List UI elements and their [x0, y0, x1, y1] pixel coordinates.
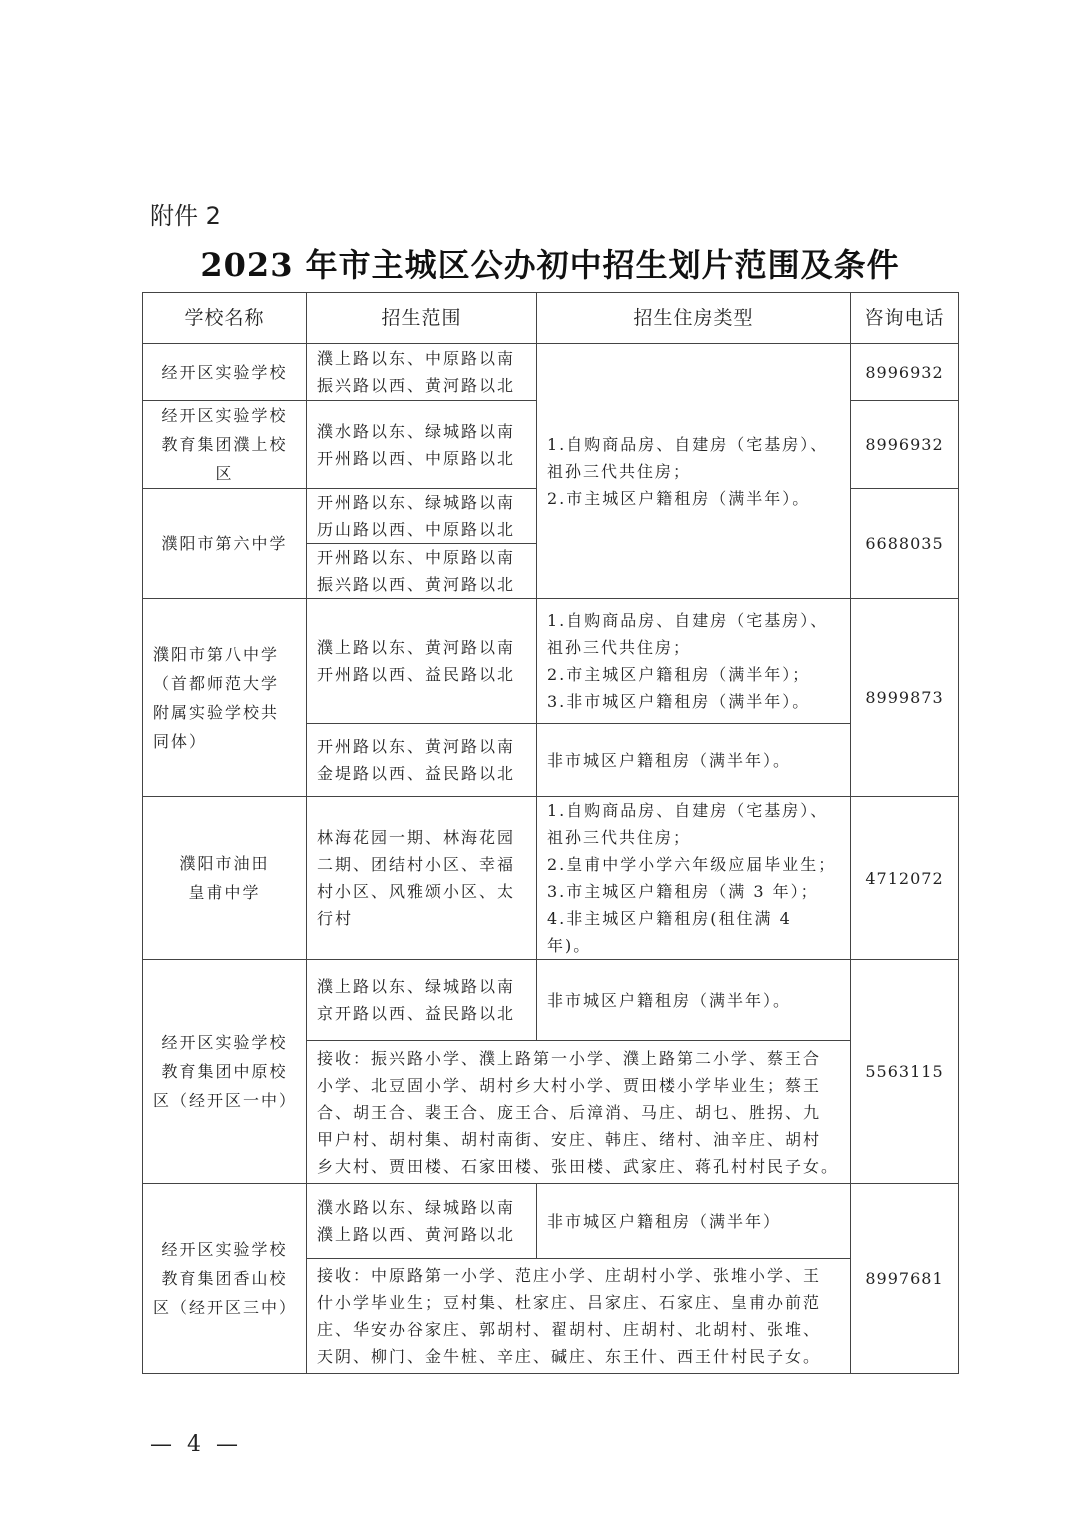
table-header-row — [143, 293, 959, 344]
phone-cell: 8997681 — [851, 1184, 959, 1374]
header-range: 招生范围 — [307, 293, 537, 344]
page-number: — 4 — — [150, 1432, 242, 1457]
housing-type-cell: 非市城区户籍租房（满半年）。 — [537, 724, 851, 797]
table-row — [143, 599, 959, 724]
table-row — [143, 960, 959, 1041]
header-housing-type: 招生住房类型 — [537, 293, 851, 344]
range-cell: 濮水路以东、绿城路以南 濮上路以西、黄河路以北 — [307, 1184, 537, 1259]
header-school-name: 学校名称 — [143, 293, 307, 344]
range-cell: 濮上路以东、中原路以南 振兴路以西、黄河路以北 — [307, 344, 537, 401]
housing-type-cell: 1.自购商品房、自建房（宅基房）、 祖孙三代共住房； 2.市主城区户籍租房（满半年）。 — [537, 344, 851, 599]
school-name: 经开区实验学校 教育集团中原校 区（经开区一中） — [143, 960, 307, 1184]
header-phone: 咨询电话 — [851, 293, 959, 344]
table-row — [143, 1184, 959, 1259]
phone-cell: 8999873 — [851, 599, 959, 797]
table-row — [143, 344, 959, 401]
housing-type-cell: 1.自购商品房、自建房（宅基房）、 祖孙三代共住房； 2.皇甫中学小学六年级应届毕业生； 3.市主城区户籍租房（满 3 年）； 4.非主城区户籍租房(租住满 4 年)。 — [537, 797, 851, 960]
phone-cell: 4712072 — [851, 797, 959, 960]
range-cell: 濮上路以东、绿城路以南 京开路以西、益民路以北 — [307, 960, 537, 1041]
school-name: 濮阳市第八中学 （首都师范大学 附属实验学校共 同体） — [143, 599, 307, 797]
housing-type-cell: 非市城区户籍租房（满半年） — [537, 1184, 851, 1259]
range-cell: 林海花园一期、林海花园 二期、团结村小区、幸福 村小区、风雅颂小区、太 行村 — [307, 797, 537, 960]
phone-cell: 6688035 — [851, 489, 959, 599]
table-row — [143, 797, 959, 960]
school-name: 经开区实验学校 教育集团香山校 区（经开区三中） — [143, 1184, 307, 1374]
school-name: 经开区实验学校 教育集团濮上校区 — [143, 401, 307, 489]
range-cell: 濮水路以东、绿城路以南 开州路以西、中原路以北 — [307, 401, 537, 489]
admission-table — [142, 292, 959, 1374]
accept-list-cell: 接收：振兴路小学、濮上路第一小学、濮上路第二小学、蔡王合 小学、北豆固小学、胡村乡大村小学、贾田楼小学毕业生；蔡王 合、胡王合、裴王合、庞王合、后漳消、马庄、胡乜、胜拐、九 甲户村、胡村集、胡村南街、安庄、韩庄、绪村、油辛庄、胡村 乡大村、贾田楼、石家田楼、张田楼、武家庄、蒋孔村村民子女。 — [307, 1041, 851, 1184]
housing-type-cell: 1.自购商品房、自建房（宅基房）、 祖孙三代共住房； 2.市主城区户籍租房（满半年）； 3.非市城区户籍租房（满半年）。 — [537, 599, 851, 724]
phone-cell: 8996932 — [851, 344, 959, 401]
phone-cell: 8996932 — [851, 401, 959, 489]
school-name: 濮阳市油田 皇甫中学 — [143, 797, 307, 960]
accept-list-cell: 接收：中原路第一小学、范庄小学、庄胡村小学、张堆小学、王 什小学毕业生；豆村集、杜家庄、吕家庄、石家庄、皇甫办前范 庄、华安办谷家庄、郭胡村、翟胡村、庄胡村、北胡村、张堆、 天阴、柳门、金牛桩、辛庄、碱庄、东王什、西王什村民子女。 — [307, 1259, 851, 1374]
range-cell: 濮上路以东、黄河路以南 开州路以西、益民路以北 — [307, 599, 537, 724]
housing-type-cell: 非市城区户籍租房（满半年）。 — [537, 960, 851, 1041]
school-name: 经开区实验学校 — [143, 344, 307, 401]
range-cell: 开州路以东、中原路以南 振兴路以西、黄河路以北 — [307, 544, 537, 599]
school-name: 濮阳市第六中学 — [143, 489, 307, 599]
page-title: 2023 年市主城区公办初中招生划片范围及条件 — [200, 246, 900, 284]
range-cell: 开州路以东、黄河路以南 金堤路以西、益民路以北 — [307, 724, 537, 797]
range-cell: 开州路以东、绿城路以南 历山路以西、中原路以北 — [307, 489, 537, 544]
attachment-label: 附件 2 — [150, 202, 221, 230]
phone-cell: 5563115 — [851, 960, 959, 1184]
